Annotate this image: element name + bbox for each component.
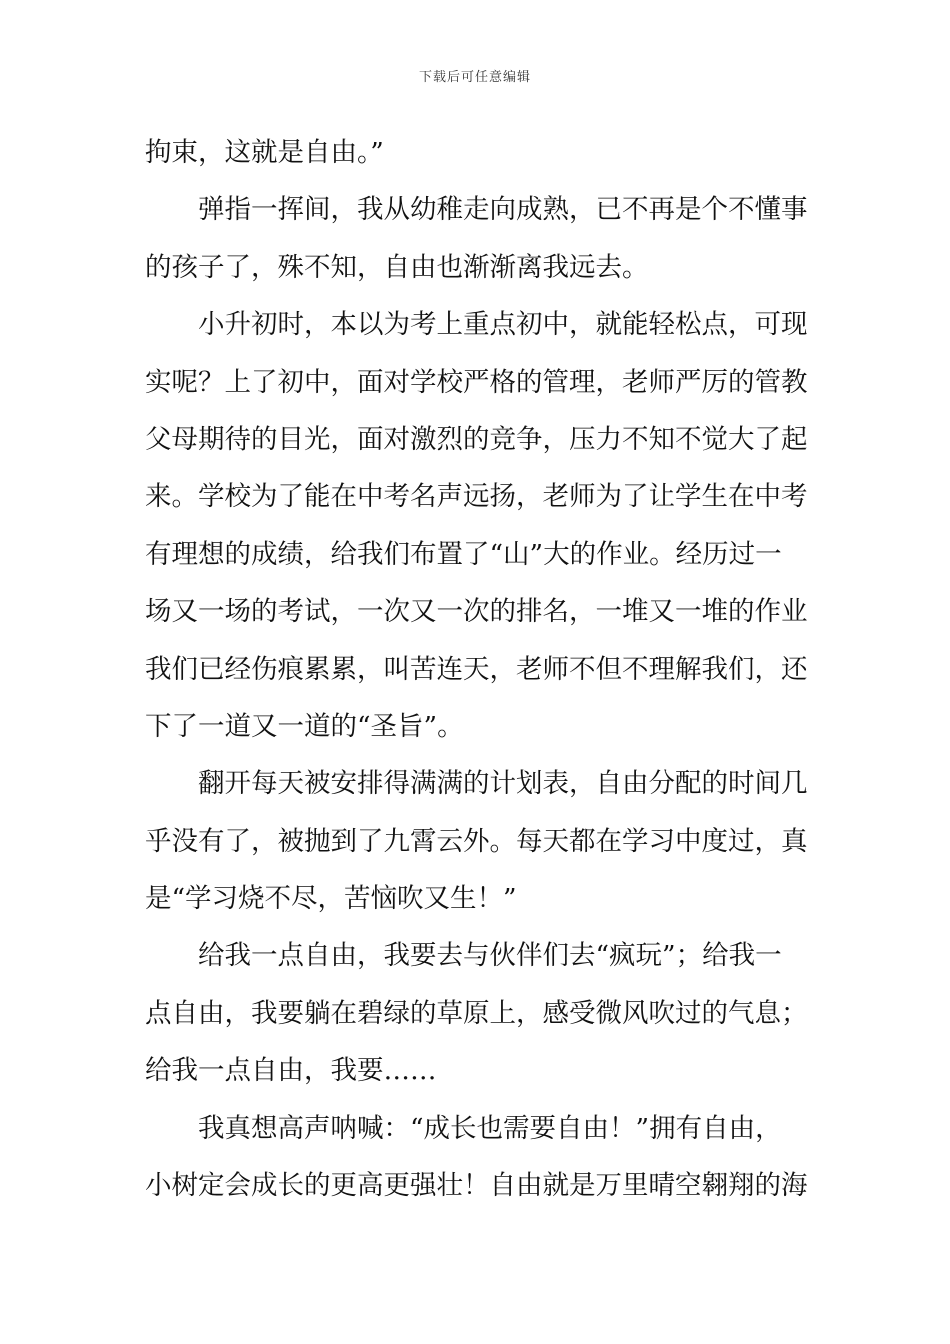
text-line: 小升初时，本以为考上重点初中，就能轻松点，可现 [198,309,808,341]
text-line: 点自由，我要躺在碧绿的草原上，感受微风吹过的气息； [145,997,808,1029]
text-line: 有理想的成绩，给我们布置了“山”大的作业。经历过一 [145,538,782,570]
text-line: 给我一点自由，我要去与伙伴们去“疯玩”；给我一 [198,940,782,972]
text-line: 来。学校为了能在中考名声远扬，老师为了让学生在中考 [145,481,808,513]
text-line: 拘束，这就是自由。” [145,137,384,168]
text-line: 乎没有了，被抛到了九霄云外。每天都在学习中度过，真 [145,825,808,857]
text-line: 实呢？上了初中，面对学校严格的管理，老师严厉的管教 [145,366,808,398]
text-line: 弹指一挥间，我从幼稚走向成熟，已不再是个不懂事 [198,194,808,226]
page-header: 下载后可任意编辑 [418,70,531,85]
text-line: 翻开每天被安排得满满的计划表，自由分配的时间几 [198,768,808,800]
text-line: 场又一场的考试，一次又一次的排名，一堆又一堆的作业 [145,596,808,628]
text-line: 父母期待的目光，面对激烈的竞争，压力不知不觉大了起 [145,423,808,455]
text-line: 我真想高声呐喊：“成长也需要自由！”拥有自由， [198,1112,782,1144]
text-line: 小树定会成长的更高更强壮！自由就是万里晴空翱翔的海 [145,1170,808,1202]
text-line: 给我一点自由，我要…… [145,1055,437,1087]
text-line: 下了一道又一道的“圣旨”。 [145,710,464,742]
text-line: 我们已经伤痕累累，叫苦连天，老师不但不理解我们，还 [145,653,808,685]
document-body [145,124,807,1214]
text-line: 的孩子了，殊不知，自由也渐渐离我远去。 [145,251,649,283]
text-line: 是“学习烧不尽，苦恼吹又生！” [145,883,517,915]
